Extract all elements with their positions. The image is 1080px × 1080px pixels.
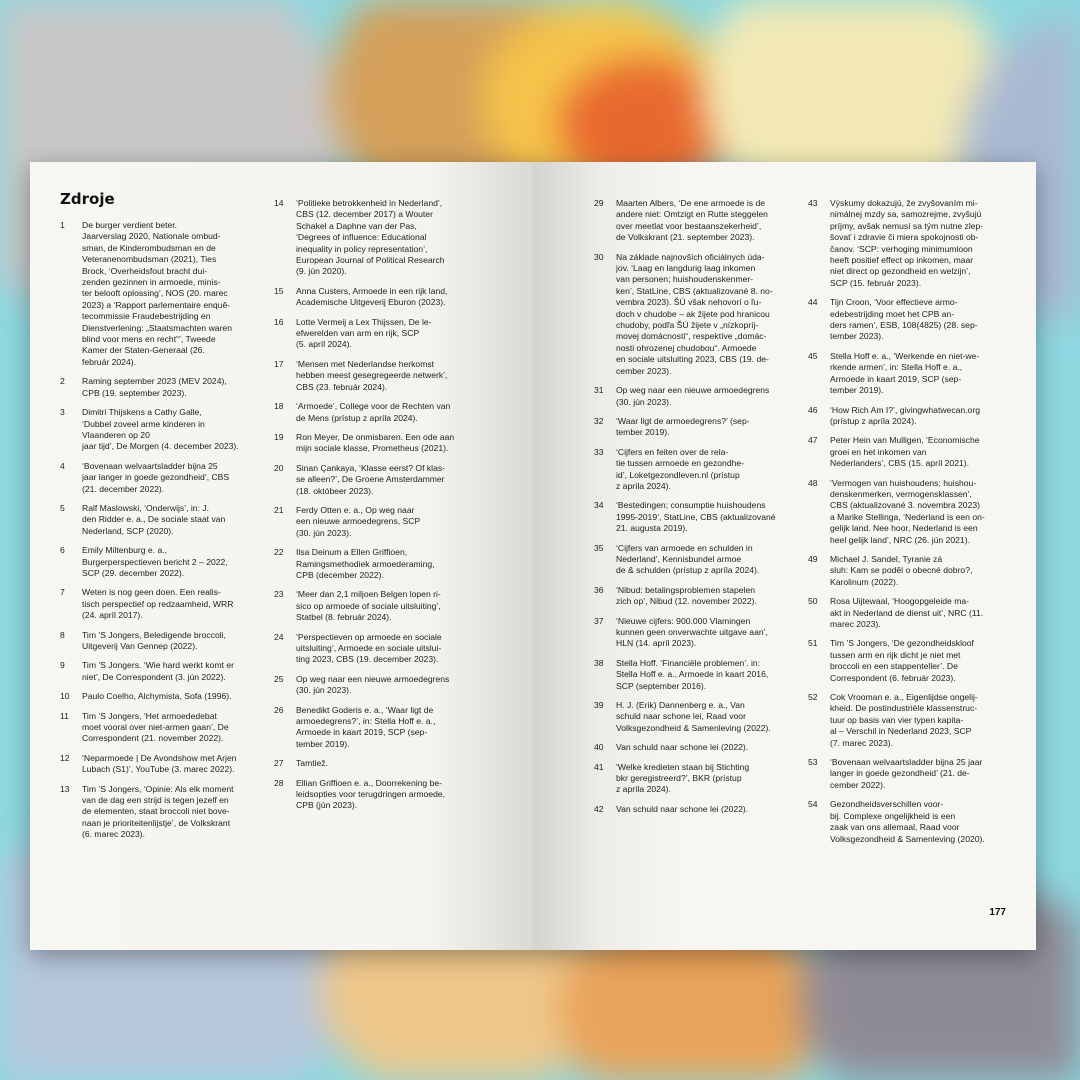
reference-number: 42 [594, 803, 604, 814]
reference-column-3 [594, 198, 794, 823]
reference-text: Cok Vrooman e. a., Eigenlijdse ongelij- kheid. De postindustriële klassenstruc- tuur op basis van vier typen kapita- al – Verschil in Nederland 2023, SCP (7. marec 2023). [830, 692, 978, 748]
reference-text: ‘Meer dan 2,1 miljoen Belgen lopen ri- sico op armoede of sociale uitsluiting’, Statbel (8. február 2024). [296, 589, 441, 623]
reference-text: Lotte Vermeij a Lex Thijssen, De le- efwerelden van arm en rijk, SCP (5. apríl 2024). [296, 316, 432, 350]
reference-text: ‘Mensen met Nederlandse herkomst hebben meest gesegregeerde netwerk’, CBS (23. február 2024). [296, 358, 448, 392]
reference-entry [274, 547, 470, 581]
reference-number: 23 [274, 589, 284, 600]
reference-text: Rosa Uijtewaal, ‘Hoogopgeleide ma- akt in Nederland de dienst uit’, NRC (11. marec 2023). [830, 596, 984, 629]
reference-entry [60, 711, 256, 745]
reference-text: Van schuld naar schone lei (2022). [616, 803, 749, 814]
reference-text: Ron Meyer, De onmisbaren. Een ode aan mijn sociale klasse, Prometheus (2021). [296, 431, 455, 454]
reference-entry [594, 658, 794, 692]
reference-number: 38 [594, 657, 604, 668]
reference-entry [274, 286, 470, 309]
reference-number: 49 [808, 553, 818, 564]
reference-entry [594, 252, 794, 377]
reference-number: 8 [60, 629, 65, 640]
open-book-spread [30, 162, 1036, 950]
reference-entry [274, 589, 470, 623]
reference-entry [60, 407, 256, 453]
reference-text: Peter Hein van Mulligen, ‘Economische groei en het inkomen van Nederlanders’, CBS (15. apríl 2021). [830, 435, 980, 469]
reference-number: 29 [594, 198, 604, 208]
reference-text: ‘Bovenaan welvaartsladder bijna 25 jaar langer in goede gezondheid’, CBS (21. december 2022). [82, 460, 230, 494]
reference-text: Ferdy Otten e. a., Op weg naar een nieuwe armoedegrens, SCP (30. jún 2023). [296, 504, 421, 538]
reference-number: 28 [274, 777, 284, 788]
reference-text: ‘Cijfers van armoede en schulden in Nederland’, Kennisbundel armoe de & schulden (prístup z apríla 2024). [616, 542, 760, 576]
reference-text: Sinan Çankaya, ‘Klasse eerst? Of klas- se alleen?’, De Groene Amsterdammer (18. októbeer 2023). [296, 462, 446, 496]
reference-number: 6 [60, 545, 65, 556]
reference-number: 22 [274, 547, 284, 558]
reference-entry [274, 198, 470, 278]
reference-text: Raming september 2023 (MEV 2024), CPB (19. september 2023). [82, 376, 227, 398]
reference-number: 26 [274, 704, 284, 715]
reference-entry [594, 700, 794, 734]
reference-entry [274, 674, 470, 697]
reference-number: 24 [274, 631, 284, 642]
reference-number: 43 [808, 198, 818, 208]
reference-entry [274, 359, 470, 393]
reference-entry [808, 554, 1008, 588]
reference-text: ‘Politieke betrokkenheid in Nederland’, CBS (12. december 2017) a Wouter Schakel a Daphne van der Pas, ‘Degrees of influence: Educational inequality in policy representation’, European Journal of Political Research (9. jún 2020). [296, 198, 445, 277]
reference-text: ‘Perspectieven op armoede en sociale uitsluiting’, Armoede en sociale uitslui- ting 2023, CBS (19. december 2023). [296, 631, 442, 665]
reference-entry [808, 692, 1008, 749]
reference-text: Michael J. Sandel, Tyranie zá sluh: Kam se poděl o obecné dobro?, Karolinum (2022). [830, 553, 973, 587]
reference-number: 13 [60, 783, 70, 794]
reference-text: Na základe najnovších oficiálnych úda- jov. ‘Laag en langdurig laag inkomen van personen; huishoudenskenmer- ken’, StatLine, CBS (aktualizované 8. no- vembra 2023). ŠÚ však nehovorí o ľu- doch v chudobe – ak žijete pod hranicou chudoby, podľa ŠÚ žijete v „nízkopríj- movej domácnosti“, respektíve „domác- nosti ohrozenej chudobou“. Armoede en sociale uitsluiting 2023, CBS (19. de- cember 2023). [616, 251, 773, 376]
reference-entry [274, 432, 470, 455]
page-title: Zdroje [60, 190, 115, 208]
reference-column-4 [808, 198, 1008, 853]
reference-entry [60, 587, 256, 621]
reference-number: 20 [274, 462, 284, 473]
reference-number: 33 [594, 446, 604, 457]
reference-number: 54 [808, 799, 818, 810]
reference-text: ‘Neparmoede | De Avondshow met Arjen Lubach (S1)’, YouTube (3. marec 2022). [82, 752, 237, 775]
reference-text: Dimitri Thijskens a Cathy Galle, ‘Dubbel zoveel arme kinderen in Vlaanderen op 20 jaar tijd’, De Morgen (4. december 2023). [82, 407, 239, 452]
reference-column-2 [274, 198, 470, 820]
reference-text: Anna Custers, Armoede in een rijk land, Academische Uitgeverij Eburon (2023). [296, 285, 448, 308]
right-page [533, 162, 1036, 950]
reference-entry [808, 297, 1008, 343]
reference-entry [60, 220, 256, 368]
reference-number: 52 [808, 692, 818, 703]
reference-text: Tim ’S Jongers, ‘Opinie: Als elk moment van de dag een strijd is tegen jezelf en de elementen, staat broccoli niet bove- naan je prioriteitenlijstje’, de Volkskrant (6. marec 2023). [82, 783, 234, 840]
reference-entry [60, 461, 256, 495]
reference-number: 30 [594, 251, 604, 262]
reference-text: ‘Bestedingen; consumptie huishoudens 1995-2019’, StatLine, CBS (aktualizované 21. augusta 2019). [616, 500, 776, 534]
reference-number: 40 [594, 742, 604, 753]
reference-entry [274, 778, 470, 812]
reference-text: Tim ’S Jongers, ‘De gezondheidskloof tussen arm en rijk dicht je niet met broccoli en een stappenteller’. De Correspondent (6. február 2023). [830, 638, 974, 683]
reference-entry [594, 804, 794, 815]
reference-entry [60, 784, 256, 841]
reference-text: ‘Vermogen van huishoudens; huishou- denskenmerken, vermogensklassen’, CBS (aktualizované 3. novembra 2023) a Marike Stellinga, ‘Nederland is een on- gelijk land. Nee hoor, Nederland is een heel gelijk land’, NRC (26. jún 2021). [830, 477, 985, 545]
reference-number: 32 [594, 415, 604, 426]
reference-entry [274, 705, 470, 751]
reference-number: 44 [808, 297, 818, 308]
reference-text: ‘Welke kredieten staan bij Stichting bkr geregistreerd?’, BKR (prístup z apríla 2024). [616, 761, 750, 795]
reference-entry [808, 198, 1008, 289]
reference-number: 12 [60, 752, 70, 763]
reference-number: 10 [60, 691, 70, 702]
reference-text: Tim ’S Jongers, Beledigende broccoli, Uitgeverij Van Gennep (2022). [82, 629, 226, 651]
reference-text: H. J. (Erik) Dannenberg e. a., Van schuld naar schone lei, Raad voor Volksgezondheid & Samenleving (2022). [616, 700, 771, 733]
reference-number: 50 [808, 596, 818, 607]
reference-number: 7 [60, 587, 65, 598]
reference-text: Ralf Maslowski, ‘Onderwijs’, in: J. den Ridder e. a., De sociale staat van Nederland, SCP (2020). [82, 502, 226, 536]
reference-number: 27 [274, 758, 284, 769]
reference-text: Tim ’S Jongers. ‘Wie hard werkt komt er niet’, De Correspondent (3. jún 2022). [82, 660, 235, 682]
reference-entry [274, 505, 470, 539]
reference-entry [808, 405, 1008, 428]
reference-entry [60, 545, 256, 579]
reference-entry [60, 753, 256, 776]
reference-entry [808, 351, 1008, 397]
reference-number: 17 [274, 358, 284, 369]
reference-number: 4 [60, 460, 65, 471]
reference-text: Ilsa Deinum a Ellen Griffioen, Ramingsmethodiek armoederaming, CPB (december 2022). [296, 547, 435, 580]
reference-entry [594, 385, 794, 408]
reference-number: 19 [274, 431, 284, 442]
reference-text: Emily Miltenburg e. a., Burgerperspectieven bericht 2 – 2022, SCP (29. december 2022). [82, 545, 228, 578]
reference-entry [808, 435, 1008, 469]
reference-entry [60, 630, 256, 653]
reference-text: Op weg naar een nieuwe armoedegrens (30. jún 2023). [616, 385, 770, 407]
left-page [30, 162, 533, 950]
reference-text: Benedikt Goderis e. a., ‘Waar ligt de armoedegrens?’, in: Stella Hoff e. a., Armoede in kaart 2019, SCP (sep- tember 2019). [296, 704, 436, 749]
reference-entry [60, 503, 256, 537]
reference-text: Tim ’S Jongers, ‘Het armoededebat moet vooral over niet-armen gaan’, De Correspondent (21. november 2022). [82, 710, 229, 744]
reference-entry [594, 198, 794, 244]
reference-number: 37 [594, 615, 604, 626]
reference-entry [60, 376, 256, 399]
reference-number: 48 [808, 477, 818, 488]
reference-number: 39 [594, 700, 604, 711]
reference-entry [808, 638, 1008, 684]
reference-text: Tamtiež. [296, 758, 328, 769]
reference-text: Weten is nog geen doen. Een realis- tisch perspectief op redzaamheid, WRR (24. apríl 2017). [82, 587, 234, 621]
reference-number: 51 [808, 638, 818, 649]
reference-text: Op weg naar een nieuwe armoedegrens (30. jún 2023). [296, 673, 450, 696]
reference-entry [274, 401, 470, 424]
reference-text: ‘How Rich Am I?’, givingwhatwecan.org (prístup z apríla 2024). [830, 404, 980, 426]
reference-number: 34 [594, 500, 604, 511]
reference-number: 2 [60, 376, 65, 387]
reference-text: ‘Bovenaan welvaartsladder bijna 25 jaar langer in goede gezondheid’ (21. de- cember 2022). [830, 757, 983, 790]
reference-entry [594, 616, 794, 650]
reference-number: 41 [594, 761, 604, 772]
reference-text: ‘Armoede’, College voor de Rechten van de Mens (prístup z apríla 2024). [296, 401, 451, 423]
reference-number: 3 [60, 407, 65, 418]
reference-entry [594, 742, 794, 753]
reference-number: 31 [594, 385, 604, 396]
reference-number: 35 [594, 542, 604, 553]
reference-number: 46 [808, 404, 818, 415]
reference-text: ‘Cijfers en feiten over de rela- tie tussen armoede en gezondhe- id’, Loketgezondleven.nl (prístup z apríla 2024). [616, 446, 745, 491]
reference-number: 21 [274, 504, 284, 515]
reference-number: 53 [808, 757, 818, 768]
reference-column-1 [60, 220, 256, 849]
reference-number: 18 [274, 401, 284, 412]
reference-entry [808, 757, 1008, 791]
reference-entry [808, 799, 1008, 845]
reference-entry [808, 478, 1008, 546]
reference-number: 16 [274, 316, 284, 327]
reference-text: Tijn Croon, ‘Voor effectieve armo- edebestrijding moet het CPB an- ders ramen’, ESB, 108(4825) (28. sep- tember 2023). [830, 297, 978, 342]
reference-entry [594, 447, 794, 493]
reference-text: Paulo Coelho, Alchymista, Sofa (1996). [82, 691, 232, 702]
reference-text: ‘Nibud: betalingsproblemen stapelen zich op’, Nibud (12. november 2022). [616, 584, 757, 607]
reference-text: ‘Nieuwe cijfers: 900.000 Vlamingen kunnen geen onverwachte uitgave aan’, HLN (14. apríl 2023). [616, 615, 768, 649]
reference-number: 15 [274, 285, 284, 296]
page-number: 177 [989, 907, 1006, 918]
reference-entry [808, 596, 1008, 630]
reference-text: Výskumy dokazujú, že zvyšovaním mi- nimálnej mzdy sa, samozrejme, zvyšujú príjmy, avšak nemusí sa tým nutne zlep- šovať i zdravie či miera spokojnosti ob- čanov. ‘SCP: verhoging minimumloon heeft positief effect op inkomen, maar niet direct op gezondheid en welzijn’, SCP (15. február 2023). [830, 198, 984, 288]
reference-entry [274, 758, 470, 769]
reference-text: ‘Waar ligt de armoedegrens?’ (sep- tember 2019). [616, 415, 750, 438]
reference-text: Maarten Albers, ‘De ene armoede is de andere niet: Omtzigt en Rutte steggelen over meetlat voor bestaanszekerheid’, de Volkskrant (21. september 2023). [616, 198, 768, 243]
reference-text: Stella Hoff e. a., ‘Werkende en niet-we- rkende armen’, in: Stella Hoff e. a., Armoede in kaart 2019, SCP (sep- tember 2019). [830, 350, 980, 396]
reference-text: Van schuld naar schone lei (2022). [616, 742, 749, 753]
reference-entry [274, 463, 470, 497]
reference-text: Stella Hoff. ‘Financiële problemen’. in: Stella Hoff e. a., Armoede in kaart 2016, SCP (september 2016). [616, 657, 769, 691]
reference-entry [594, 416, 794, 439]
reference-number: 5 [60, 502, 65, 513]
reference-number: 36 [594, 584, 604, 595]
reference-entry [60, 660, 256, 683]
reference-entry [274, 632, 470, 666]
reference-number: 47 [808, 435, 818, 446]
reference-number: 1 [60, 220, 65, 230]
reference-entry [60, 691, 256, 702]
reference-number: 45 [808, 350, 818, 361]
reference-text: Gezondheidsverschillen voor- bij. Complexe ongelijkheid is een zaak van ons allemaal, Raad voor Volksgezondheid & Samenleving (2020). [830, 799, 985, 844]
reference-number: 9 [60, 660, 65, 671]
reference-entry [594, 585, 794, 608]
reference-entry [594, 543, 794, 577]
reference-text: De burger verdient beter. Jaarverslag 2020, Nationale ombud- sman, de Kinderombudsman en de Veteranenombudsman (2021), Ties Brock, ‘Overheidsfout bracht dui- zenden gezinnen in armoede, minis- ter belooft oplossing’, NOS (20. marec 2023) a ‘Rapport parlementaire enquê- tecommissie Fraudebestrijding en Dienstverlening: „Staatsmachten waren blind voor mens en recht“’, Tweede Kamer der Staten-Generaal (26. február 2024). [82, 220, 232, 367]
reference-number: 11 [60, 710, 69, 721]
reference-entry [274, 317, 470, 351]
reference-entry [594, 500, 794, 534]
reference-number: 14 [274, 198, 284, 208]
reference-number: 25 [274, 673, 284, 684]
reference-entry [594, 762, 794, 796]
reference-text: Ellian Griffioen e. a., Doorrekening be- leidsopties voor terugdringen armoede, CPB (jún 2023). [296, 777, 446, 811]
